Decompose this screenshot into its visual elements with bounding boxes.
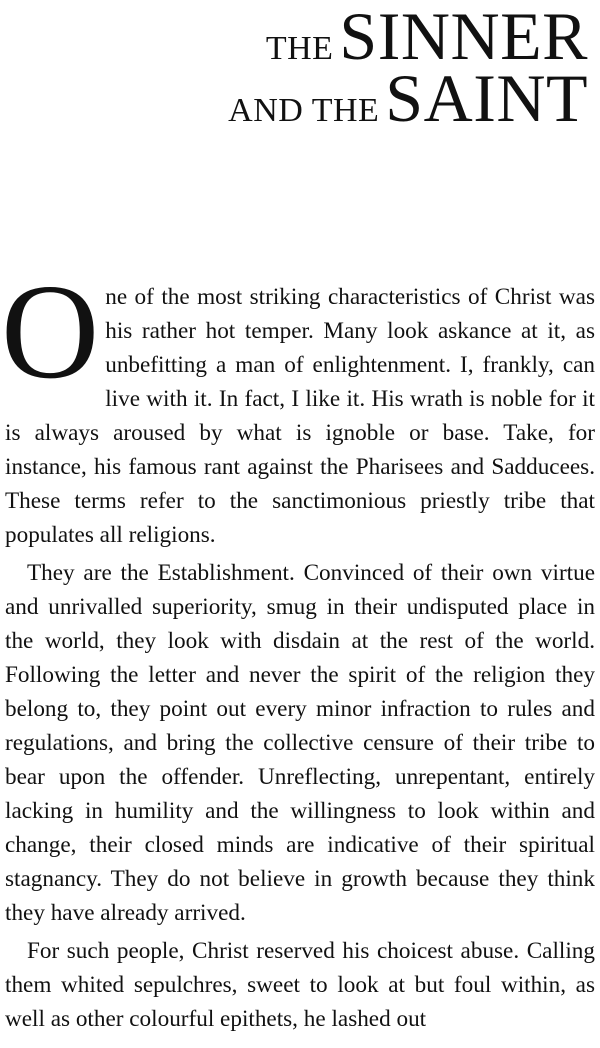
paragraph-2: They are the Establishment. Convinced of their own virtue and unrivalled superiority, smug in their undisputed place in the world, they look with disdain at the rest of the world. Following the letter and never the spirit of the religion they belong to, they point out every minor infraction to rules and regulations, and bring the collective censure of their tribe to bear upon the offender. Unreflecting, unrepentant, entirely lacking in humility and the willingness to look within and change, their closed minds are indicative of their spiritual stagnancy. They do not believe in growth because they think they have already arrived. — [5, 560, 595, 926]
title-saint: SAINT — [385, 60, 588, 136]
body-text — [1, 257, 595, 1036]
chapter-title — [228, 0, 588, 136]
title-and-the: AND THE — [228, 92, 380, 129]
title-the: THE — [265, 30, 334, 67]
paragraph-3: For such people, Christ reserved his choicest abuse. Calling them whited sepulchres, sweet to look at but foul within, as well as other colourful epithets, he lashed out — [5, 938, 595, 1032]
title-line-2 — [228, 60, 588, 136]
paragraph-1-text: ne of the most striking characteristics of Christ was his rather hot temper. Many look askance at it, as unbefitting a man of enlightenment. I, frankly, can live with it. In fact, I like it. His wrath is noble for it is always aroused by what is ignoble or base. Take, for instance, his famous rant against the Pharisees and Sadducees. These terms refer to the sanctimonious priestly tribe that populates all religions. — [5, 284, 595, 548]
drop-cap: O — [1, 257, 100, 407]
paragraph-1 — [1, 257, 595, 552]
title-sinner: SINNER — [339, 0, 588, 74]
